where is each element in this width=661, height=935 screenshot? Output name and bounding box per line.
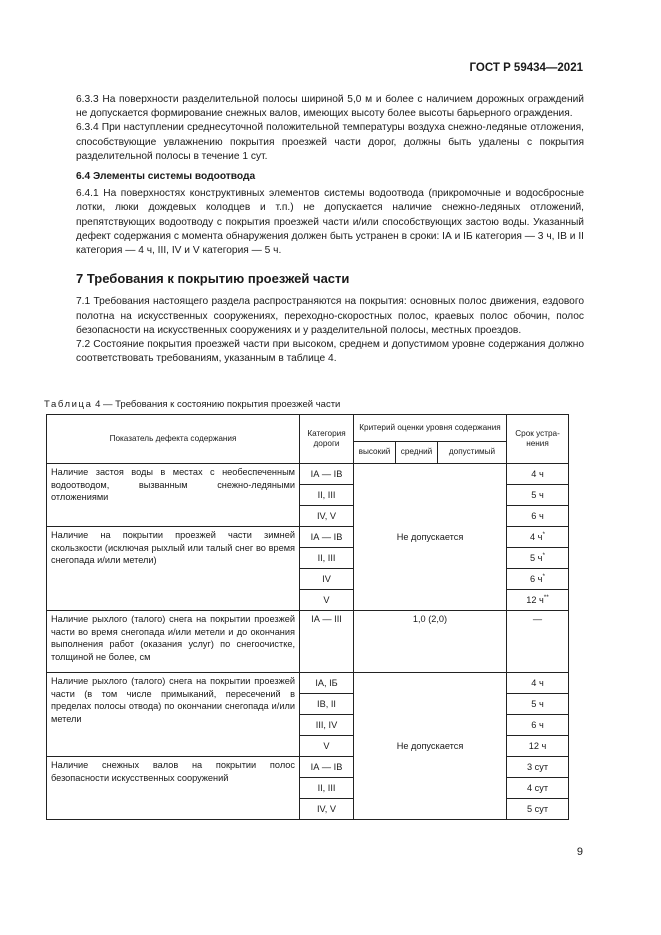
elimination-term: 12 ч: [507, 736, 569, 757]
header-term: Срок устра-нения: [507, 415, 569, 464]
elimination-term: 4 ч: [507, 673, 569, 694]
criterion-loose-snow-depth: 1,0 (2,0): [354, 611, 507, 673]
defect-indicator: Наличие рыхлого (талого) снега на покрытии проезжей части во время снегопада и/или метели и до окончания выполнения работ (оказания услуг) по снегоочистке, толщиной не более, см: [47, 611, 300, 673]
elimination-term: 6 ч*: [507, 569, 569, 590]
paragraph-6-3-3: 6.3.3 На поверхности разделительной полосы шириной 5,0 м и более с наличием дорожных ограждений не допускается формирование снежных валов, имеющих высоту более высоты барьерного ограждения.: [76, 94, 584, 120]
page-number: 9: [576, 846, 583, 858]
elimination-term: 3 сут: [507, 757, 569, 778]
section-heading-7: 7 Требования к покрытию проезжей части: [76, 271, 350, 287]
road-category: V: [300, 590, 354, 611]
defect-indicator: Наличие рыхлого (талого) снега на покрытии проезжей части (в том числе примыканий, пересечений в пределах полосы отвода) по окончании снегопада и/или метели: [47, 673, 300, 757]
defect-indicator: Наличие застоя воды в местах с необеспеченным водоотводом, вызванным снежно-ледяными отложениями: [47, 464, 300, 527]
defect-indicator: Наличие снежных валов на покрытии полос безопасности искусственных сооружений: [47, 757, 300, 820]
road-category: IV: [300, 569, 354, 590]
requirements-table: [46, 414, 569, 820]
header-acceptable: допустимый: [438, 442, 507, 464]
elimination-term: 6 ч: [507, 506, 569, 527]
road-category: II, III: [300, 548, 354, 569]
road-category: V: [300, 736, 354, 757]
header-high: высокий: [354, 442, 396, 464]
elimination-term: 4 ч*: [507, 527, 569, 548]
header-category: Категория дороги: [300, 415, 354, 464]
paragraph-6-3-4: 6.3.4 При наступлении среднесуточной положительной температуры воздуха снежно-ледяные отложения, способствующие увлажнению покрытия проезжей части дорог, должны быть удалены с покрытия разделительной полосы в течение 1 сут.: [76, 122, 584, 162]
header-medium: средний: [396, 442, 438, 464]
table-caption-title: 4 — Требования к состоянию покрытия проезжей части: [95, 399, 341, 410]
defect-indicator: Наличие на покрытии проезжей части зимней скользкости (исключая рыхлый или талый снег во время снегопада и/или метели): [47, 527, 300, 611]
paragraph-7-2: 7.2 Состояние покрытия проезжей части при высоком, среднем и допустимом уровне содержания должно соответствовать требованиям, указанным в таблице 4.: [76, 339, 584, 365]
standard-number: ГОСТ Р 59434—2021: [469, 62, 583, 74]
table-caption: [44, 399, 340, 410]
road-category: II, III: [300, 485, 354, 506]
elimination-term: 6 ч: [507, 715, 569, 736]
paragraph-6-4-1: 6.4.1 На поверхностях конструктивных элементов системы водоотвода (прикромочные и водосбросные лотки, люки дождевых колодцев и т.п.) не допускается наличие снежно-ледяных отложений, препятствующих водоотводу с покрытия проезжей части и/или способствующих застою воды. Указанный дефект содержания с момента обнаружения должен быть устранен в сроки: IА и IБ категория — 3 ч, IВ и II категория — 4 ч, III, IV и V категория — 5 ч.: [76, 188, 584, 257]
elimination-term: 5 сут: [507, 799, 569, 820]
elimination-term: 4 ч: [507, 464, 569, 485]
elimination-term: —: [507, 611, 569, 673]
road-category: IА — IВ: [300, 757, 354, 778]
header-criterion: Критерий оценки уровня содержания: [354, 415, 507, 442]
road-category: III, IV: [300, 715, 354, 736]
road-category: IА — IВ: [300, 527, 354, 548]
document-body: [76, 93, 584, 366]
road-category: IV, V: [300, 799, 354, 820]
elimination-term: 5 ч: [507, 694, 569, 715]
elimination-term: 5 ч*: [507, 548, 569, 569]
road-category: IА, IБ: [300, 673, 354, 694]
road-category: IV, V: [300, 506, 354, 527]
road-category: IВ, II: [300, 694, 354, 715]
criterion-not-allowed: Не допускается: [354, 464, 507, 611]
elimination-term: 5 ч: [507, 485, 569, 506]
header-indicator: Показатель дефекта содержания: [47, 415, 300, 464]
paragraph-7-1: 7.1 Требования настоящего раздела распространяются на покрытия: основных полос движения, ездового полотна на искусственных сооружениях, переходно-скоростных полос, краевых полос обочин, полос безопасности на искусственных сооружениях и у разделительной полосы, местных проездов.: [76, 296, 584, 336]
table-caption-prefix: Таблица: [44, 399, 93, 410]
road-category: II, III: [300, 778, 354, 799]
road-category: IА — IВ: [300, 464, 354, 485]
road-category: IА — III: [300, 611, 354, 673]
elimination-term: 4 сут: [507, 778, 569, 799]
elimination-term: 12 ч**: [507, 590, 569, 611]
section-heading-6-4: 6.4 Элементы системы водоотвода: [76, 171, 256, 183]
criterion-not-allowed: Не допускается: [354, 673, 507, 820]
